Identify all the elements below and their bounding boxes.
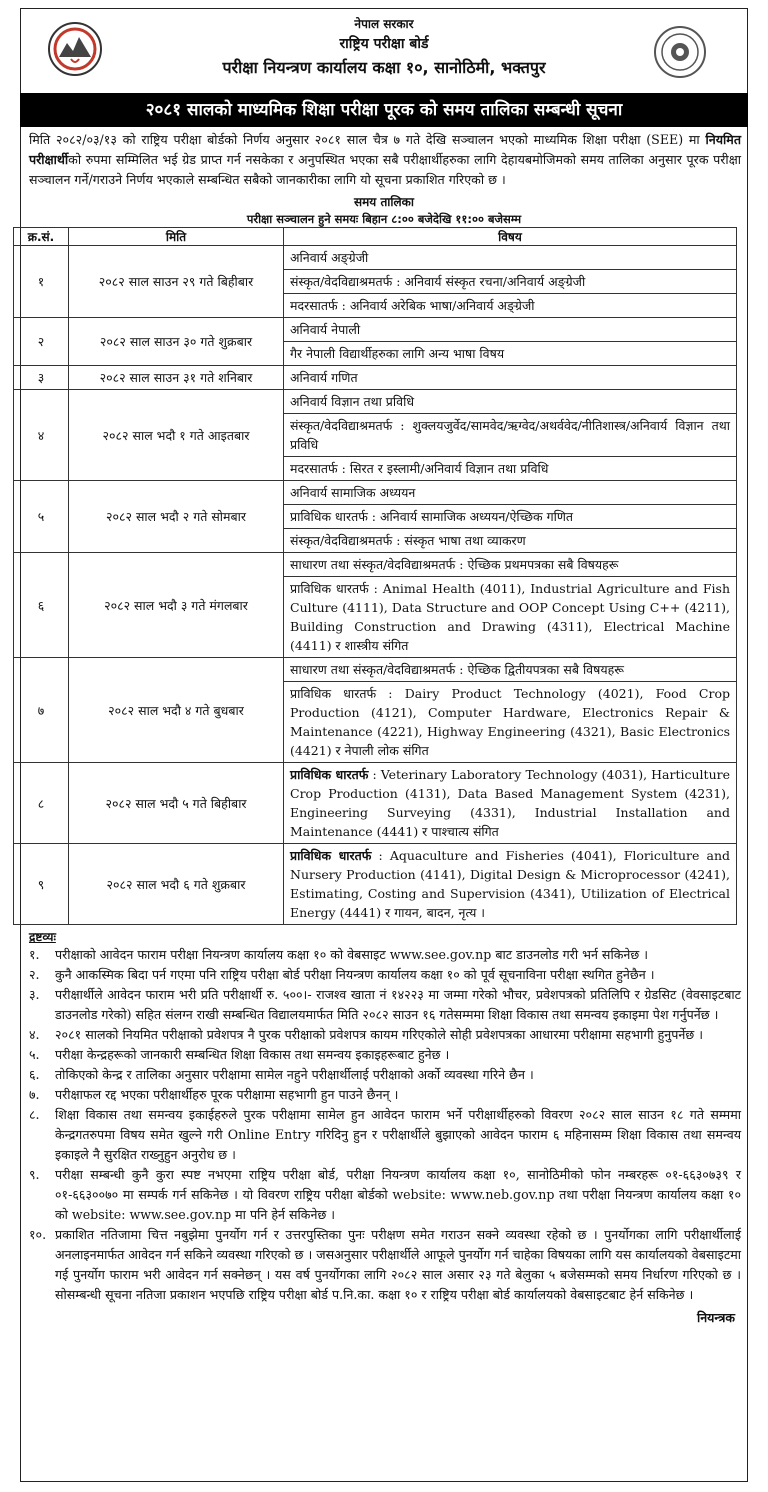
row-serial: २: [14, 318, 69, 366]
note-text: तोकिएको केन्द्र र तालिका अनुसार परीक्षामा सामेल नहुने परीक्षार्थीलाई परीक्षाको अर्को व्यवस्था गरिने छैन ।: [55, 1067, 534, 1082]
subject-text: संस्कृत/वेदविद्याश्रमतर्फ : संस्कृत भाषा तथा व्याकरण: [290, 533, 526, 548]
subject-text: : Veterinary Laboratory Technology (4031), Harticulture Crop Production (4131), Data Based Management System (4231), Engineering Surveying (4331), Industrial Installation and Maintenance (4441) र पाश्चात्य संगित: [290, 767, 730, 839]
note-item: [29, 1065, 741, 1085]
row-subjects: [284, 553, 737, 658]
note-item: [29, 1165, 741, 1225]
table-row: [14, 246, 737, 318]
note-number: १०.: [29, 1227, 47, 1242]
note-text: कुनै आकस्मिक बिदा पर्न गएमा पनि राष्ट्रिय परीक्षा बोर्ड परीक्षा नियन्त्रण कार्यालय कक्षा १० को पूर्व सूचनाविना परीक्षा स्थगित हुनेछैन ।: [55, 967, 655, 982]
row-serial: १: [14, 246, 69, 318]
table-row: [14, 553, 737, 658]
subject-text: मदरसातर्फ : अनिवार्य अरेबिक भाषा/अनिवार्य अङ्ग्रेजी: [290, 298, 535, 313]
table-header-row: [14, 228, 737, 246]
nepal-emblem-logo: [47, 21, 103, 77]
board-seal-logo: [653, 25, 707, 79]
notice-title-banner: २०८१ सालको माध्यमिक शिक्षा परीक्षा पूरक को समय तालिका सम्बन्धी सूचना: [20, 93, 748, 127]
subject-entry: [284, 529, 736, 552]
schedule-table: [13, 227, 737, 925]
subject-text: प्राविधिक धारतर्फ : Dairy Product Technology (4021), Food Crop Production (4121), Computer Hardware, Electronics Repair & Maintenance (4221), Highway Engineering (4321), Basic Electronics (4421) र नेपाली लोक संगित: [290, 686, 730, 758]
subject-entry: [284, 577, 736, 657]
note-item: [29, 1025, 741, 1045]
note-item: [29, 1085, 741, 1105]
subject-text: अनिवार्य सामाजिक अध्ययन: [290, 485, 416, 500]
subject-entry: [284, 481, 736, 505]
row-subjects: [284, 481, 737, 553]
note-item: [29, 965, 741, 985]
schedule-title: समय तालिका: [354, 195, 414, 209]
row-date: २०८२ साल भदौ ३ गते मंगलबार: [69, 553, 284, 658]
row-date: २०८२ साल भदौ ४ गते बुधबार: [69, 658, 284, 763]
row-subjects: [284, 763, 737, 844]
table-row: [14, 658, 737, 763]
note-number: ८.: [29, 1107, 40, 1122]
row-serial: ६: [14, 553, 69, 658]
subject-lead: प्राविधिक धारतर्फ: [290, 848, 372, 863]
subject-entry: [284, 844, 736, 924]
note-item: [29, 985, 741, 1025]
row-serial: ४: [14, 390, 69, 481]
subject-entry: [284, 682, 736, 762]
note-text: परीक्षाको आवेदन फाराम परीक्षा नियन्त्रण कार्यालय कक्षा १० को वेबसाइट www.see.gov.np बाट डाउनलोड गरी भर्न सकिनेछ ।: [55, 947, 648, 962]
subject-entry: [284, 414, 736, 457]
row-date: २०८२ साल भदौ २ गते सोमबार: [69, 481, 284, 553]
row-serial: ३: [14, 366, 69, 390]
row-subjects: [284, 390, 737, 481]
row-subjects: [284, 844, 737, 925]
subject-text: साधारण तथा संस्कृत/वेदविद्याश्रमतर्फ : ऐच्छिक द्वितीयपत्रका सबै विषयहरू: [290, 662, 624, 677]
table-row: [14, 844, 737, 925]
note-text: प्रकाशित नतिजामा चित्त नबुझेमा पुनर्योग गर्न र उत्तरपुस्तिका पुनः परीक्षण समेत गराउन सक्ने व्यवस्था रहेको छ । पुनर्योगका लागि परीक्षार्थीलाई अनलाइनमार्फत आवेदन गर्न सकिने व्यवस्था गरिएको छ । जसअनुसार परीक्षार्थीले आफूले पुनर्योग गर्न चाहेका विषयका लागि यस कार्यालयको वेबसाइटमा गई पुनर्योग फाराम भरी आवेदन गर्न सक्नेछन् । यस वर्ष पुनर्योगका लागि २०८२ साल असार २३ गते बेलुका ५ बजेसम्मको समय निर्धारण गरिएको छ । सोसम्बन्धी सूचना नतिजा प्रकाशन भएपछि राष्ट्रिय परीक्षा बोर्ड प.नि.का. कक्षा १० र राष्ट्रिय परीक्षा बोर्ड कार्यालयको वेबसाइटबाट हेर्न सकिनेछ ।: [55, 1227, 741, 1302]
row-date: २०८२ साल भदौ १ गते आइतबार: [69, 390, 284, 481]
intro-text-1: मिति २०८२/०३/१३ को राष्ट्रिय परीक्षा बोर्डको निर्णय अनुसार २०८१ साल चैत्र ७ गते देखि सञ्चालन भएको माध्यमिक शिक्षा परीक्षा (SEE) मा: [29, 132, 706, 147]
row-date: २०८२ साल साउन २९ गते बिहीबार: [69, 246, 284, 318]
note-text: परीक्षार्थीले आवेदन फाराम भरी प्रति परीक्षार्थी रु. ५००।- राजश्व खाता नं १४२२३ मा जम्मा गरेको भौचर, प्रवेशपत्रको प्रतिलिपि र ग्रेडसिट (वेवसाइटबाट डाउनलोड गरेको) सहित संलग्न राखी सम्बन्धित विद्यालयमार्फत मिति २०८२ साउन १६ गतेसम्ममा शिक्षा विकास तथा समन्वय इकाइमा पेश गर्नुपर्नेछ ।: [55, 987, 741, 1022]
note-text: परीक्षा सम्बन्धी कुनै कुरा स्पष्ट नभएमा राष्ट्रिय परीक्षा बोर्ड, परीक्षा नियन्त्रण कार्यालय कक्षा १०, सानोठिमीको फोन नम्बरहरू ०१-६६३०७३९ र ०१-६६३००७० मा सम्पर्क गर्न सकिनेछ । यो विवरण राष्ट्रिय परीक्षा बोर्डको website: www.neb.gov.np तथा परीक्षा नियन्त्रण कार्यालय कक्षा १० को website: www.see.gov.np मा पनि हेर्न सकिनेछ ।: [55, 1167, 741, 1222]
note-item: [29, 1225, 741, 1305]
subject-entry: [284, 366, 736, 389]
row-date: २०८२ साल साउन ३० गते शुक्रबार: [69, 318, 284, 366]
subject-text: प्राविधिक धारतर्फ : अनिवार्य सामाजिक अध्ययन/ऐच्छिक गणित: [290, 509, 574, 524]
subject-entry: [284, 553, 736, 577]
note-number: ७.: [29, 1087, 40, 1102]
row-serial: ५: [14, 481, 69, 553]
notes-list: [21, 945, 747, 1305]
note-number: ९.: [29, 1167, 40, 1182]
row-subjects: [284, 366, 737, 390]
subject-text: साधारण तथा संस्कृत/वेदविद्याश्रमतर्फ : ऐच्छिक प्रथमपत्रका सबै विषयहरू: [290, 557, 619, 572]
col-header-date: मिति: [69, 228, 284, 246]
subject-text: अनिवार्य गणित: [290, 370, 358, 385]
table-row: [14, 366, 737, 390]
subject-lead: प्राविधिक धारतर्फ: [290, 767, 369, 782]
subject-text: अनिवार्य अङ्ग्रेजी: [290, 250, 369, 265]
subject-entry: [284, 246, 736, 270]
row-subjects: [284, 318, 737, 366]
note-item: [29, 945, 741, 965]
signature: नियन्त्रक: [697, 1310, 735, 1325]
row-date: २०८२ साल भदौ ५ गते बिहीबार: [69, 763, 284, 844]
col-header-sn: क्र.सं.: [14, 228, 69, 246]
table-row: [14, 481, 737, 553]
subject-entry: [284, 390, 736, 414]
note-text: परीक्षा केन्द्रहरूको जानकारी सम्बन्धित शिक्षा विकास तथा समन्वय इकाइहरूबाट हुनेछ ।: [55, 1047, 450, 1062]
header-line-1: नेपाल सरकार: [354, 17, 414, 31]
subject-entry: [284, 763, 736, 843]
row-serial: ७: [14, 658, 69, 763]
note-number: ६.: [29, 1067, 40, 1082]
note-text: शिक्षा विकास तथा समन्वय इकाईहरुले पुरक परीक्षामा सामेल हुन आवेदन फाराम भर्ने परीक्षार्थीहरुको विवरण २०८२ साल साउन १८ गते सम्ममा केन्द्रगतरुपमा विषय समेत खुल्ने गरी Online Entry गरिदिनु हुन र परीक्षार्थीले बुझाएको आवेदन फाराम ६ महिनासम्म शिक्षा विकास तथा समन्वय इकाइले नै सुरक्षित राख्नुहुन अनुरोध छ ।: [55, 1107, 741, 1162]
row-serial: ९: [14, 844, 69, 925]
notice-page: [20, 8, 748, 1482]
table-row: [14, 390, 737, 481]
subject-entry: [284, 457, 736, 480]
row-date: २०८२ साल साउन ३१ गते शनिबार: [69, 366, 284, 390]
subject-entry: [284, 342, 736, 365]
table-row: [14, 318, 737, 366]
subject-entry: [284, 318, 736, 342]
subject-entry: [284, 294, 736, 317]
subject-entry: [284, 270, 736, 294]
subject-text: अनिवार्य विज्ञान तथा प्रविधि: [290, 394, 415, 409]
subject-text: संस्कृत/वेदविद्याश्रमतर्फ : शुक्लयजुर्वेद/सामवेद/ऋग्वेद/अथर्ववेद/नीतिशास्त्र/अनिवार्य विज्ञान तथा प्रविधि: [290, 418, 730, 452]
col-header-subject: विषय: [284, 228, 737, 246]
intro-text-2: को रुपमा सम्मिलित भई ग्रेड प्राप्त गर्न नसकेका र अनुपस्थित भएका सबै परीक्षार्थीहरुका लागि देहायबमोजिमको समय तालिका अनुसार पूरक परीक्षा सञ्चालन गर्ने/गराउने निर्णय भएकाले सम्बन्धित सबैको जानकारीका लागि यो सूचना प्रकाशित गरिएको छ ।: [29, 152, 741, 187]
note-number: २.: [29, 967, 40, 982]
header-line-2: राष्ट्रिय परीक्षा बोर्ड: [339, 36, 429, 52]
header-line-3: परीक्षा नियन्त्रण कार्यालय कक्षा १०, सानोठिमी, भक्तपुर: [222, 58, 546, 77]
subject-text: मदरसातर्फ : सिरत र इस्लामी/अनिवार्य विज्ञान तथा प्रविधि: [290, 461, 549, 476]
note-number: ४.: [29, 1027, 40, 1042]
note-text: परीक्षाफल रद्द भएका परीक्षार्थीहरु पूरक परीक्षामा सहभागी हुन पाउने छैनन् ।: [55, 1087, 399, 1102]
note-item: [29, 1045, 741, 1065]
table-row: [14, 763, 737, 844]
row-serial: ८: [14, 763, 69, 844]
subject-text: : Aquaculture and Fisheries (4041), Floriculture and Nursery Production (4141), Digital Design & Microprocessor (4241), Estimating, Costing and Supervision (4341), Utilization of Electrical Energy (4441) र गायन, बादन, नृत्य ।: [290, 848, 730, 920]
row-date: २०८२ साल भदौ ६ गते शुक्रबार: [69, 844, 284, 925]
subject-text: अनिवार्य नेपाली: [290, 322, 361, 337]
row-subjects: [284, 658, 737, 763]
subject-text: प्राविधिक धारतर्फ : Animal Health (4011), Industrial Agriculture and Fish Culture (4111), Data Structure and OOP Concept Using C++ (4211), Building Construction and Drawing (4311), Electrical Machine (4411) र शास्त्रीय संगित: [290, 581, 730, 653]
subject-text: गैर नेपाली विद्यार्थीहरुका लागि अन्य भाषा विषय: [290, 346, 505, 361]
note-number: ३.: [29, 987, 40, 1002]
note-text: २०८१ सालको नियमित परीक्षाको प्रवेशपत्र नै पुरक परीक्षाको प्रवेशपत्र कायम गरिएकोले सोही प्रवेशपत्रका आधारमा परीक्षामा सहभागी हुनुपर्नेछ ।: [55, 1027, 704, 1042]
subject-entry: [284, 658, 736, 682]
note-item: [29, 1105, 741, 1165]
subject-entry: [284, 505, 736, 529]
note-number: ५.: [29, 1047, 40, 1062]
intro-bold-term: नियमित परीक्षार्थी: [29, 132, 741, 167]
note-number: १.: [29, 947, 40, 962]
row-subjects: [284, 246, 737, 318]
notice-header: [21, 9, 747, 93]
intro-paragraph: [21, 127, 747, 190]
schedule-time: परीक्षा सञ्चालन हुने समयः बिहान ८:०० बजेदेखि ११:०० बजेसम्म: [246, 212, 522, 226]
subject-text: संस्कृत/वेदविद्याश्रमतर्फ : अनिवार्य संस्कृत रचना/अनिवार्य अङ्ग्रेजी: [290, 274, 586, 289]
notes-title: द्रष्टव्यः: [29, 930, 56, 944]
